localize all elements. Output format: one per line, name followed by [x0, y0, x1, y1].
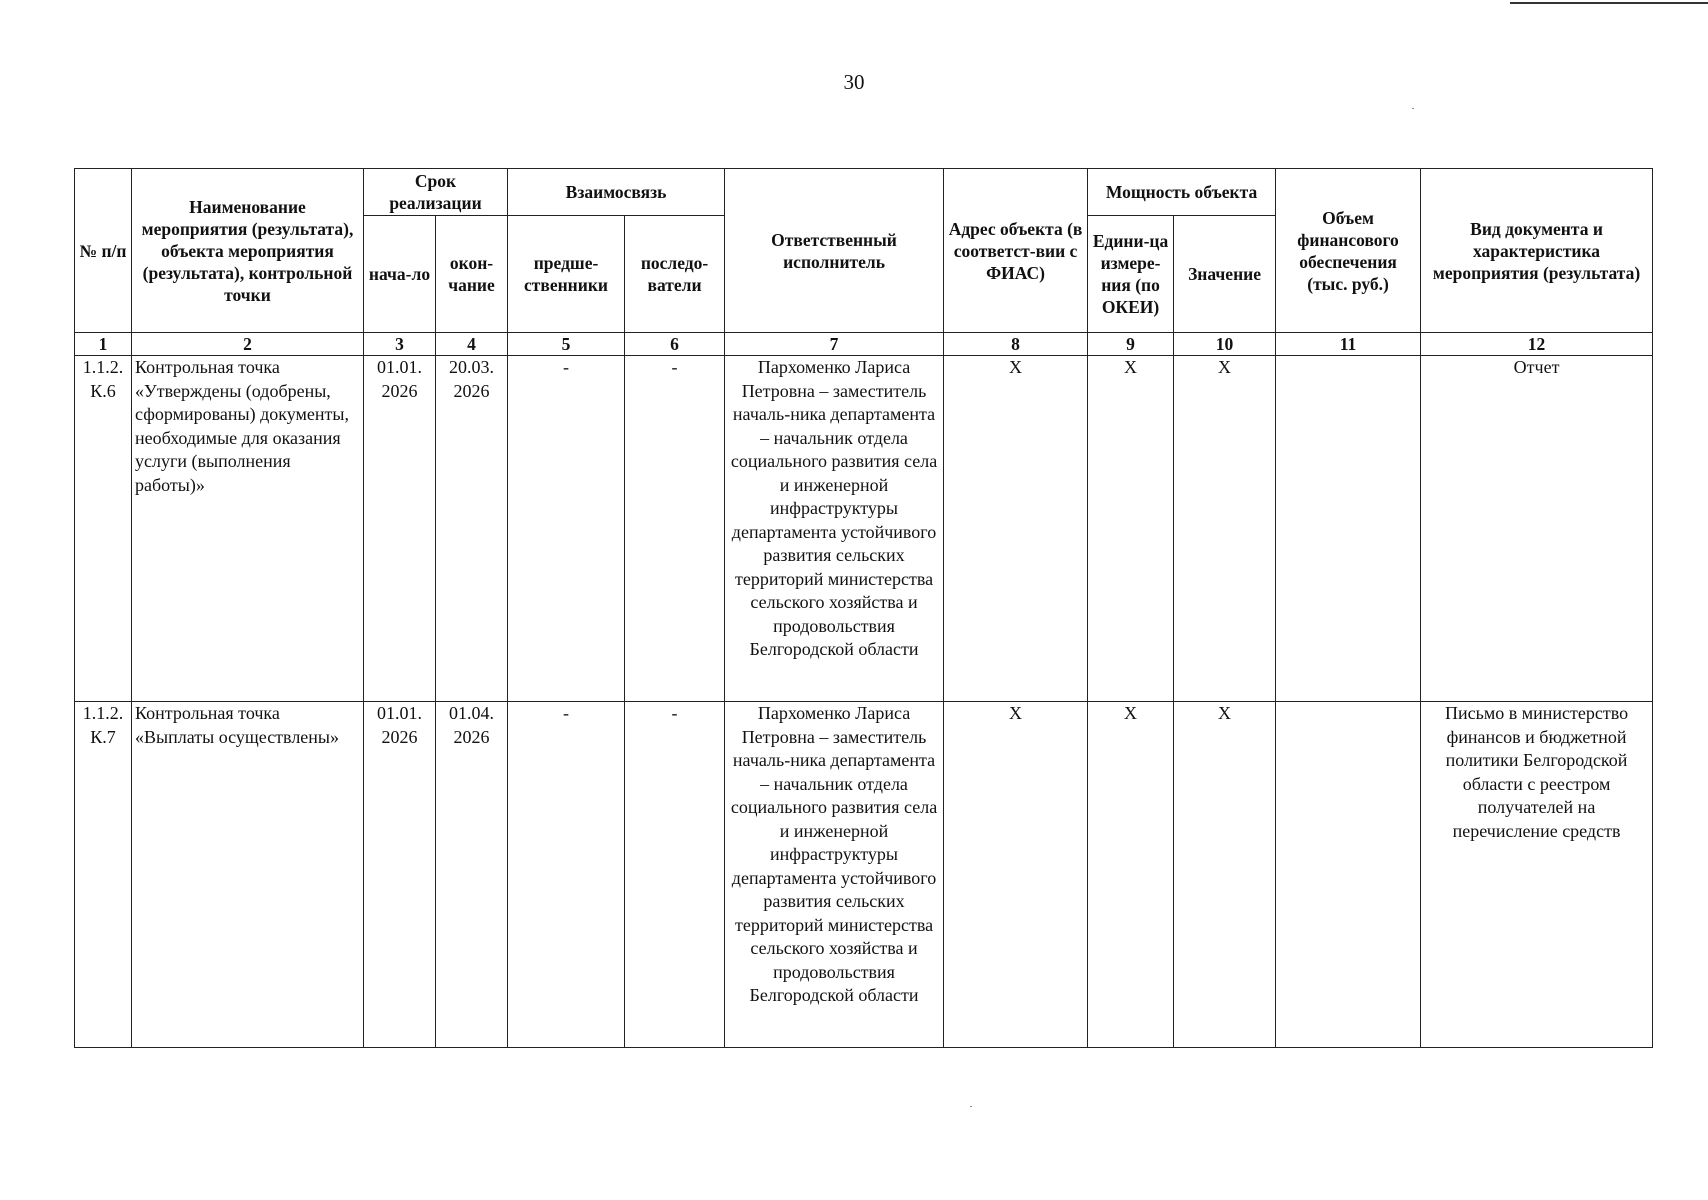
- page-number: 30: [843, 70, 865, 94]
- row-value: X: [1174, 356, 1276, 702]
- row-end: 01.04. 2026: [436, 702, 508, 1048]
- header-capacity: Мощность объекта: [1088, 169, 1276, 216]
- row-responsible: Пархоменко Лариса Петровна – заместитель началь-ника департамента – начальник отдела социального развития села и инженерной инфраструктуры департамента устойчивого развития сельских территорий министерства сельского хозяйства и продовольствия Белгородской области: [725, 702, 944, 1048]
- column-number: 5: [508, 333, 625, 356]
- column-number: 8: [944, 333, 1088, 356]
- column-number: 4: [436, 333, 508, 356]
- scan-speck: [1412, 108, 1414, 109]
- row-num: 1.1.2. К.7: [75, 702, 132, 1048]
- header-name: Наименование мероприятия (результата), объекта мероприятия (результата), контрольной точки: [132, 169, 364, 333]
- row-doc: Отчет: [1421, 356, 1653, 702]
- column-number: 9: [1088, 333, 1174, 356]
- column-number: 7: [725, 333, 944, 356]
- column-number: 3: [364, 333, 436, 356]
- row-start: 01.01. 2026: [364, 356, 436, 702]
- header-relation: Взаимосвязь: [508, 169, 725, 216]
- row-responsible: Пархоменко Лариса Петровна – заместитель началь-ника департамента – начальник отдела социального развития села и инженерной инфраструктуры департамента устойчивого развития сельских территорий министерства сельского хозяйства и продовольствия Белгородской области: [725, 356, 944, 702]
- table-row: [75, 702, 1653, 1048]
- row-predecessors: -: [508, 702, 625, 1048]
- row-unit: X: [1088, 356, 1174, 702]
- column-number: 1: [75, 333, 132, 356]
- header-responsible: Ответственный исполнитель: [725, 169, 944, 333]
- header-successors: последо-ватели: [625, 216, 725, 333]
- row-name: Контрольная точка «Выплаты осуществлены»: [132, 702, 364, 1048]
- header-num: № п/п: [75, 169, 132, 333]
- column-number-row: [75, 333, 1653, 356]
- column-number: 2: [132, 333, 364, 356]
- row-address: X: [944, 356, 1088, 702]
- row-finance: [1276, 356, 1421, 702]
- row-address: X: [944, 702, 1088, 1048]
- row-start: 01.01. 2026: [364, 702, 436, 1048]
- plan-table: [74, 168, 1653, 1048]
- column-number: 10: [1174, 333, 1276, 356]
- row-value: X: [1174, 702, 1276, 1048]
- table-row: [75, 356, 1653, 702]
- header-row-top: [75, 169, 1653, 216]
- header-finance: Объем финансового обеспечения (тыс. руб.): [1276, 169, 1421, 333]
- header-doc: Вид документа и характеристика мероприятия (результата): [1421, 169, 1653, 333]
- row-name: Контрольная точка «Утверждены (одобрены, сформированы) документы, необходимые для оказания услуги (выполнения работы)»: [132, 356, 364, 702]
- header-value: Значение: [1174, 216, 1276, 333]
- row-end: 20.03. 2026: [436, 356, 508, 702]
- row-unit: X: [1088, 702, 1174, 1048]
- column-number: 6: [625, 333, 725, 356]
- row-finance: [1276, 702, 1421, 1048]
- header-period: Срок реализации: [364, 169, 508, 216]
- header-unit: Едини-ца измере-ния (по ОКЕИ): [1088, 216, 1174, 333]
- row-successors: -: [625, 702, 725, 1048]
- column-number: 12: [1421, 333, 1653, 356]
- row-successors: -: [625, 356, 725, 702]
- header-period-start: нача-ло: [364, 216, 436, 333]
- column-number: 11: [1276, 333, 1421, 356]
- header-predecessors: предше-ственники: [508, 216, 625, 333]
- header-period-end: окон-чание: [436, 216, 508, 333]
- header-address: Адрес объекта (в соответст-вии с ФИАС): [944, 169, 1088, 333]
- row-doc: Письмо в министерство финансов и бюджетной политики Белгородской области с реестром получателей на перечисление средств: [1421, 702, 1653, 1048]
- row-num: 1.1.2. К.6: [75, 356, 132, 702]
- top-edge-line: [1510, 2, 1708, 4]
- row-predecessors: -: [508, 356, 625, 702]
- scan-speck: [970, 1106, 972, 1107]
